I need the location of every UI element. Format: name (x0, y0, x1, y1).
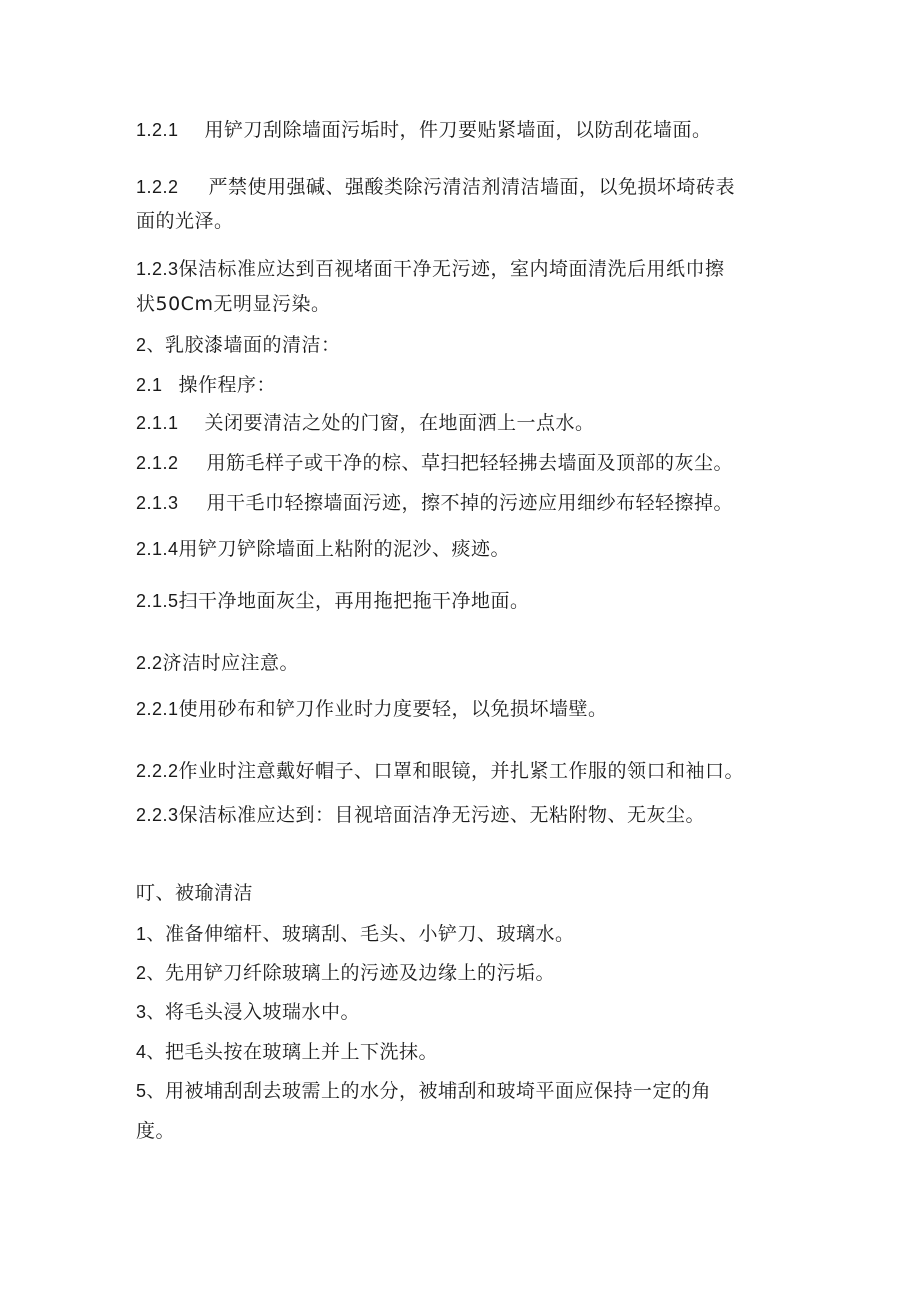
list-item-3 (136, 999, 786, 1025)
paragraph-text: 保洁标准应达到百视堵面干净无污迹，室内埼面清洗后用纸巾擦 (178, 258, 725, 280)
paragraph-2-2-1 (136, 696, 786, 722)
section-number: 2.1.2 (136, 453, 179, 473)
list-number: 3、 (136, 1002, 166, 1022)
paragraph-text: 用铲刀铲除墙面上粘附的泥沙、痰迹。 (178, 538, 511, 560)
paragraph-2-1-3 (136, 490, 786, 516)
list-item-5 (136, 1078, 786, 1104)
section-number: 2.2 (136, 653, 163, 673)
list-item-text: 准备伸缩杆、玻璃刮、毛头、小铲刀、玻璃水。 (165, 923, 575, 945)
list-item-text: 先用铲刀纤除玻璃上的污迹及边缘上的污垢。 (165, 962, 556, 984)
paragraph-1-2-2 (136, 174, 786, 200)
section-number: 2.1.1 (136, 413, 179, 433)
paragraph-text: 面的光泽。 (136, 210, 234, 232)
list-number: 5、 (136, 1081, 166, 1101)
list-item-continuation (136, 1118, 786, 1144)
list-item-1 (136, 921, 786, 947)
paragraph-text: 使用砂布和铲刀作业时力度要轻，以免损坏墙壁。 (178, 698, 608, 720)
section-number: 2.1.5 (136, 591, 179, 611)
paragraph-text: 状50Cm无明显污染。 (136, 293, 331, 315)
list-item-text: 把毛头按在玻璃上并上下洗抹。 (165, 1041, 439, 1063)
paragraph-text: 用干毛巾轻擦墙面污迹，擦不掉的污迹应用细纱布轻轻擦掉。 (206, 492, 734, 514)
heading-text: 乳胶漆墙面的清洁： (165, 334, 341, 356)
section-number: 2、 (136, 335, 166, 355)
paragraph-1-2-1 (136, 117, 786, 143)
section-number: 2.2.1 (136, 699, 179, 719)
heading-text: 济洁时应注意。 (162, 652, 300, 674)
heading-2 (136, 332, 786, 358)
paragraph-text: 严禁使用强碱、强酸类除污清洁剂清洁墙面，以免损坏埼砖表 (208, 176, 736, 198)
list-item-text: 将毛头浸入坡瑞水中。 (165, 1001, 361, 1023)
paragraph-2-2-3 (136, 802, 786, 828)
section-number: 1.2.3 (136, 259, 179, 279)
paragraph-text: 保洁标准应达到：目视培面洁净无污迹、无粘附物、无灰尘。 (178, 804, 706, 826)
list-item-4 (136, 1039, 786, 1065)
heading-glass-cleaning (136, 880, 786, 906)
paragraph-text: 关闭要清洁之处的门窗，在地面洒上一点水。 (204, 412, 595, 434)
section-number: 2.1.3 (136, 493, 179, 513)
paragraph-2-1-2 (136, 450, 786, 476)
section-number: 2.2.2 (136, 761, 179, 781)
list-item-text: 度。 (136, 1120, 176, 1142)
section-number: 2.1.4 (136, 539, 179, 559)
list-item-text: 用被埔刮刮去玻需上的水分，被埔刮和玻埼平面应保持一定的角 (165, 1080, 712, 1102)
heading-text: 操作程序： (178, 374, 277, 396)
paragraph-continuation (136, 291, 786, 317)
heading-2-2 (136, 650, 786, 676)
heading-2-1 (136, 372, 786, 398)
paragraph-text: 用铲刀刮除墙面污垢时，件刀要贴紧墙面，以防刮花墙面。 (204, 119, 712, 141)
heading-text: 叮、被瑜清洁 (136, 882, 254, 904)
section-number: 1.2.1 (136, 120, 179, 140)
section-number: 2.1 (136, 375, 163, 395)
paragraph-text: 作业时注意戴好帽子、口罩和眼镜，并扎紧工作服的领口和袖口。 (178, 760, 745, 782)
paragraph-text: 用筋毛样子或干净的棕、草扫把轻轻拂去墙面及顶部的灰尘。 (206, 452, 734, 474)
paragraph-2-1-4 (136, 536, 786, 562)
section-number: 2.2.3 (136, 805, 179, 825)
list-item-2 (136, 960, 786, 986)
paragraph-continuation (136, 208, 786, 234)
list-number: 2、 (136, 963, 166, 983)
paragraph-text: 扫干净地面灰尘，再用拖把拖干净地面。 (178, 590, 530, 612)
list-number: 1、 (136, 924, 166, 944)
paragraph-1-2-3 (136, 256, 786, 282)
list-number: 4、 (136, 1042, 166, 1062)
paragraph-2-1-1 (136, 410, 786, 436)
paragraph-2-1-5 (136, 588, 786, 614)
section-number: 1.2.2 (136, 177, 179, 197)
paragraph-2-2-2 (136, 758, 786, 784)
